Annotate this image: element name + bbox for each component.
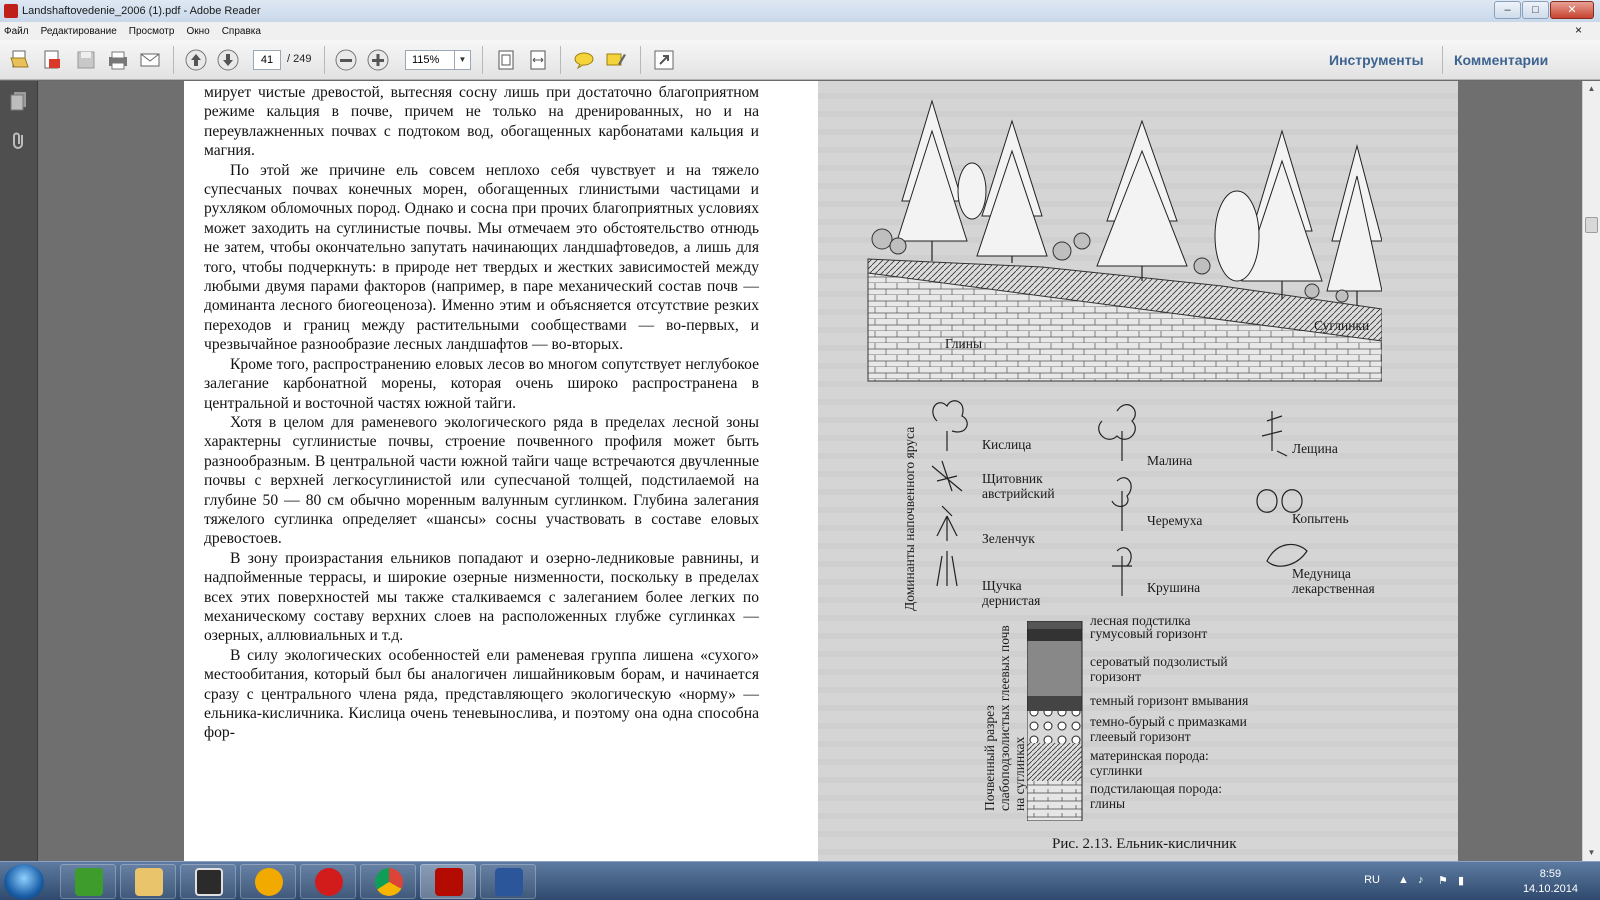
utorrent-app[interactable] <box>60 864 116 899</box>
close-button[interactable]: ✕ <box>1550 1 1594 19</box>
paragraph: мирует чистые древостой, вытесняя сосну лишь при достаточно благоприятном режиме кальция в почве, причем не только на дренированных, но и на переувлажненных почвах с подтоком вод, обогащенных карбонатами кальция и магния. <box>204 84 759 160</box>
paragraph: Кроме того, распространению еловых лесов во многом сопутствует неглубокое залегание карбонатной морены, которая очень широко распространена в центральной и восточной частях южной тайги. <box>204 355 759 412</box>
menu-file[interactable]: Файл <box>4 25 29 37</box>
comments-button[interactable]: Комментарии <box>1454 52 1549 68</box>
maximize-button[interactable]: □ <box>1522 1 1549 19</box>
zoom-out-icon[interactable] <box>334 48 358 72</box>
open-file-icon[interactable] <box>8 48 32 72</box>
fit-width-icon[interactable] <box>526 48 550 72</box>
toolbar <box>0 40 1600 80</box>
previous-page-icon[interactable] <box>184 48 208 72</box>
scroll-thumb[interactable] <box>1585 217 1598 233</box>
soil-profile-title: Почвенный разрез слабоподзолистых глеевых почв на суглинках <box>982 625 1027 811</box>
paragraph: В зону произрастания ельников попадают и озерно-ледниковые равнины, и надпойменные террасы, и широкие озерные низменности, поскольку в пределах всех этих поверхностей мы также сталкиваемся с залеганием более легких по механическому составу верхних слоев на расположенных глубже суглинках — озерных, аллювиальных и т.д. <box>204 549 759 645</box>
horizon-label: лесная подстилка <box>1090 613 1191 628</box>
plant-label: Кислица <box>982 437 1032 452</box>
email-icon[interactable] <box>138 48 162 72</box>
zoom-value: 115% <box>412 54 440 66</box>
highlight-icon[interactable] <box>604 48 628 72</box>
horizon-label: темный горизонт вмывания <box>1090 693 1249 708</box>
next-page-icon[interactable] <box>216 48 240 72</box>
figure-spruce-forest <box>842 91 1402 861</box>
paragraph: В силу экологических особенностей ели раменевая группа лишена «сухого» местообитания, который был бы аналогичен лишайниковым борам, и начинается сразу с центрального члена ряда, представляющего экологическую «норму» — ельника-кисличника. Кислица очень теневынослива, и поэтому она одна способна фор- <box>204 646 759 742</box>
navigation-panel <box>0 81 38 861</box>
plant-label: Медуница лекарственная <box>1292 566 1375 596</box>
loam-label: Суглинки <box>1314 318 1370 333</box>
page-total: / 249 <box>287 53 312 65</box>
chrome-app[interactable] <box>360 864 416 899</box>
save-icon[interactable] <box>74 48 98 72</box>
horizon-label: подстилающая порода: глины <box>1090 781 1223 811</box>
clock-date: 14.10.2014 <box>1522 883 1578 895</box>
clock-time: 8:59 <box>1539 868 1562 880</box>
plant-label: Лещина <box>1292 441 1338 456</box>
window-controls <box>1494 1 1594 19</box>
horizon-label: гумусовый горизонт <box>1090 626 1208 641</box>
horizon-label: материнская порода: суглинки <box>1090 748 1209 778</box>
vertical-scrollbar[interactable] <box>1582 81 1600 861</box>
menu-window[interactable]: Окно <box>186 25 210 37</box>
plant-label: Щучка дернистая <box>982 578 1041 608</box>
menu-edit[interactable]: Редактирование <box>40 25 117 37</box>
menu-help[interactable]: Справка <box>221 25 261 37</box>
window-title: Landshaftovedenie_2006 (1).pdf - Adobe Reader <box>22 5 261 17</box>
clock[interactable] <box>1523 867 1578 897</box>
explorer-app[interactable] <box>120 864 176 899</box>
show-hidden-icons-icon[interactable]: ▲ <box>1398 874 1409 886</box>
scroll-down-icon[interactable]: ▼ <box>1587 848 1596 857</box>
plant-label: Копытень <box>1292 511 1349 526</box>
chevron-down-icon[interactable]: ▼ <box>454 51 470 69</box>
folder-icon <box>135 868 163 896</box>
zoom-select[interactable] <box>405 50 471 70</box>
soil-profile-column <box>1027 621 1087 821</box>
document-close-button[interactable]: × <box>1574 23 1582 37</box>
minimize-button[interactable]: – <box>1494 1 1521 19</box>
page-number-input[interactable]: 41 <box>253 50 281 70</box>
language-indicator[interactable]: RU <box>1364 874 1380 886</box>
plant-label: Черемуха <box>1147 513 1203 528</box>
volume-icon[interactable]: ♪ <box>1418 874 1424 886</box>
horizon-label: темно-бурый с примазками глеевый горизонт <box>1090 714 1247 744</box>
zoom-in-icon[interactable] <box>366 48 390 72</box>
network-icon[interactable]: ▮ <box>1458 875 1465 887</box>
plant-label: Зеленчук <box>982 531 1035 546</box>
pdf-page-text <box>184 81 818 861</box>
pdf-page-figure <box>818 81 1458 861</box>
print-icon[interactable] <box>106 48 130 72</box>
opera-icon <box>315 868 343 896</box>
title-bar <box>0 0 1600 22</box>
utorrent-icon <box>75 868 103 896</box>
menu-view[interactable]: Просмотр <box>128 25 175 37</box>
aimp-icon <box>255 868 283 896</box>
word-app[interactable] <box>480 864 536 899</box>
start-button[interactable] <box>4 864 44 900</box>
create-pdf-icon[interactable] <box>40 48 64 72</box>
plant-label: Крушина <box>1147 580 1201 595</box>
adobe-reader-icon <box>435 868 463 896</box>
plant-label: Щитовник австрийский <box>982 471 1055 501</box>
system-tray <box>1300 862 1600 900</box>
fit-page-icon[interactable] <box>494 48 518 72</box>
media-player-icon <box>195 868 223 896</box>
expand-icon[interactable] <box>652 48 676 72</box>
plant-label: Малина <box>1147 453 1193 468</box>
clay-label: Глины <box>945 336 983 351</box>
adobe-reader-icon <box>4 4 18 18</box>
pages-icon[interactable] <box>10 91 28 111</box>
vertical-axis-label: Доминанты напочвенного яруса <box>902 426 917 611</box>
flag-icon[interactable]: ⚑ <box>1438 875 1448 887</box>
figure-caption: Рис. 2.13. Ельник-кисличник <box>1052 836 1237 852</box>
adobe-reader-app[interactable] <box>420 864 476 899</box>
opera-app[interactable] <box>300 864 356 899</box>
text-column <box>204 83 759 743</box>
attachment-icon[interactable] <box>10 131 28 151</box>
menu-bar <box>0 22 1600 40</box>
word-icon <box>495 868 523 896</box>
sticky-note-icon[interactable] <box>572 48 596 72</box>
tools-button[interactable]: Инструменты <box>1329 52 1424 68</box>
document-view[interactable] <box>38 81 1582 861</box>
taskbar <box>0 861 1600 900</box>
horizon-label: сероватый подзолистый горизонт <box>1090 654 1228 684</box>
paragraph: По этой же причине ель совсем неплохо себя чувствует и на тяжело супесчаных почвах конечных морен, обогащенных глинистыми частицами и рухляком обломочных пород. Однако и сосна при прочих благоприятных условиях может заходить на суглинистые почвы. Мы отмечаем это обстоятельство отнюдь не затем, чтобы окончательно запутать начинающих ландшафтоведов, а лишь для того, чтобы подчеркнуть: в природе нет твердых и жестких зависимостей между любыми двумя парами факторов (например, в паре механический состав почв — доминанта лесного биогеоценоза). Именно этим и объясняется отсутствие резких переходов и границ между растительными сообществами — во-первых, и чрезвычайное разнообразие лесных ландшафтов — во-вторых. <box>204 161 759 354</box>
aimp-app[interactable] <box>240 864 296 899</box>
chrome-icon <box>375 868 403 896</box>
paragraph: Хотя в целом для раменевого экологического ряда в пределах лесной зоны характерны суглинистые почвы, строение почвенного профиля может быть разнообразным. В центральной части южной тайги чаще встречаются двучленные почвы с верхней легкосуглинистой или супесчаной толщей, подстилаемой на глубине 50 — 80 см обычно моренным валунным суглинком. Глубина залегания тяжелого суглинка определяет «шансы» сосны участвовать в составе еловых древостоев. <box>204 413 759 548</box>
scroll-up-icon[interactable]: ▲ <box>1587 84 1596 93</box>
media-player-app[interactable] <box>180 864 236 899</box>
landscape-illustration <box>842 91 1382 391</box>
